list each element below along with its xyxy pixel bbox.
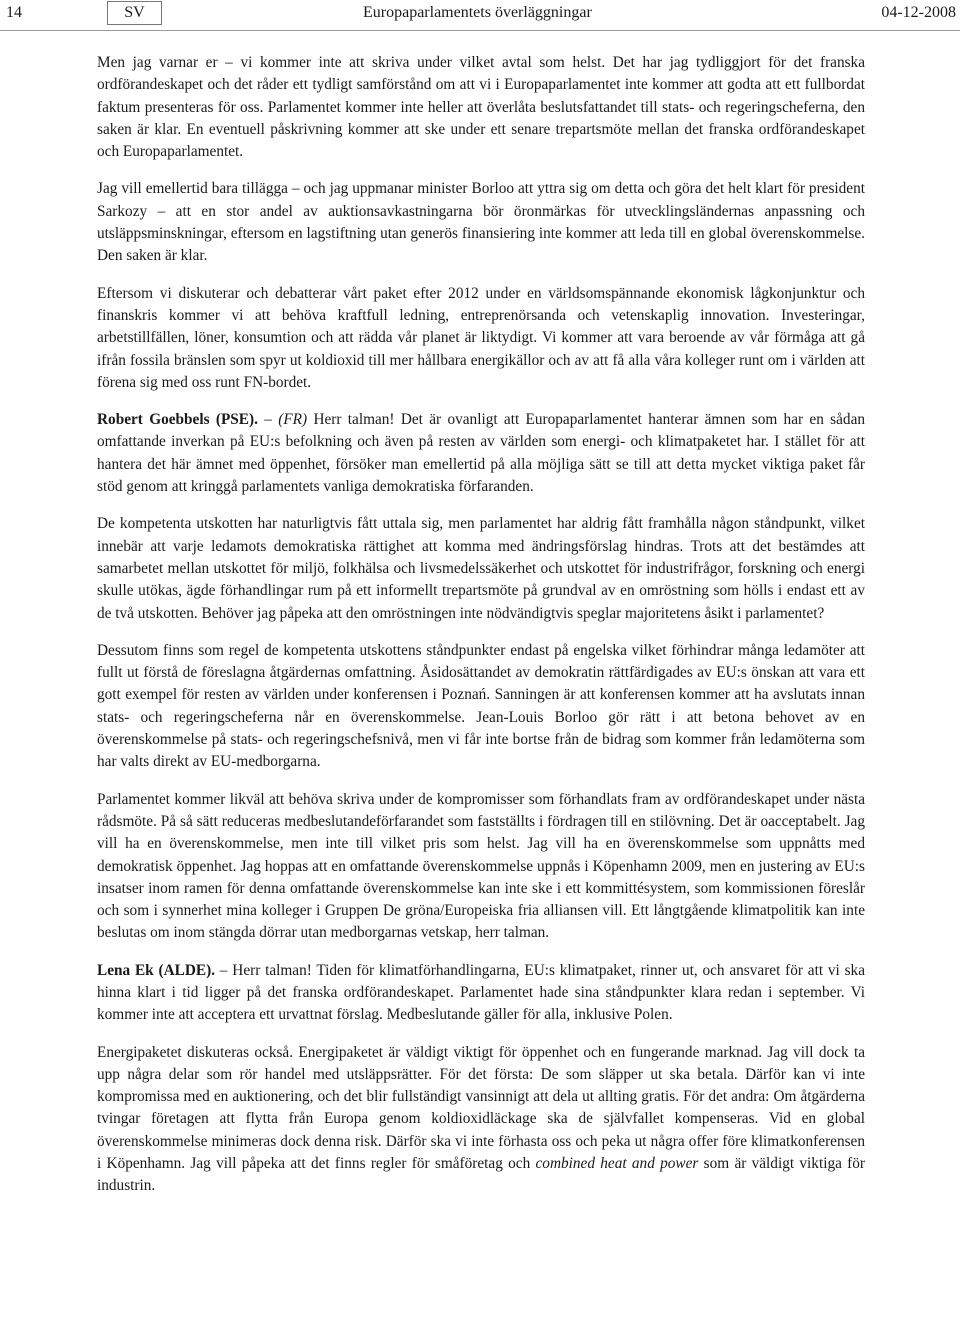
speaker-name: Lena Ek (ALDE).	[97, 961, 215, 979]
paragraph-text: som är väldigt viktiga för industrin.	[97, 1155, 866, 1195]
speech-text: Herr talman! Det är ovanligt att Europaparlamentet hanterar ämnen som har en sådan omfattande inverkan på EU:s befolkning och även på resten av världen som energi- och klimatpaketet har. I stället för att hantera det här ämnet med öppenhet, försöker man emellertid på alla möjliga sätt se till att detta mycket viktiga paket får stöd genom att kringgå parlamentets vanliga demokratiska förfaranden.	[97, 411, 866, 496]
speech-text: – Herr talman! Tiden för klimatförhandlingarna, EU:s klimatpaket, rinner ut, och ansvaret för att vi ska hinna klart i tid ligger på det franska ordförandeskapet. Parlamentet hade sina ståndpunkter klara redan i september. Vi kommer inte att acceptera ett urvattnat förslag. Medbeslutande gäller för alla, inklusive Polen.	[97, 961, 865, 1024]
paragraph: Eftersom vi diskuterar och debatterar vårt paket efter 2012 under en världsomspännande ekonomisk lågkonjunktur och finanskris kommer vi att behöva kraftfull ledning, entreprenörsanda och vetenskaplig innovation. Investeringar, arbetstillfällen, löner, konsumtion och att rädda vår planet är liktydigt. Vi kommer att vara beroende av vår förmåga att gå ifrån fossila bränslen som spyr ut koldioxid till mer hållbara energikällor och av att få alla våra kolleger runt om i världen att förena sig med oss runt FN-bordet.	[97, 284, 865, 391]
italic-term: combined heat and power	[535, 1155, 699, 1173]
document-date: 04-12-2008	[881, 4, 956, 21]
page-content	[97, 52, 865, 1213]
language-badge: SV	[107, 1, 162, 25]
document-title: Europaparlamentets överläggningar	[363, 4, 592, 21]
speaker-name: Robert Goebbels (PSE).	[97, 411, 258, 429]
language-marker: (FR)	[278, 411, 308, 429]
paragraph: Jag vill emellertid bara tillägga – och jag uppmanar minister Borloo att yttra sig om detta och göra det helt klart för president Sarkozy – att en stor andel av auktionsavkastningarna bör öronmärkas för utvecklingsländernas anpassning och utsläppsminskningar, eftersom en lagstiftning utan generös finansiering inte kommer att leda till en global överenskommelse. Den saken är klar.	[97, 180, 865, 265]
speech-goebbels: Robert Goebbels (PSE). – (FR) Herr talman! Det är ovanligt att Europaparlamentet hanterar ämnen som har en sådan omfattande inverkan på EU:s befolkning och även på resten av världen som energi- och klimatpaketet har. I stället för att hantera det här ämnet med öppenhet, försöker man emellertid på alla möjliga sätt se till att detta mycket viktiga paket får stöd genom att kringgå parlamentets vanliga demokratiska förfaranden.	[97, 411, 866, 496]
page-header	[0, 0, 960, 31]
paragraph: Dessutom finns som regel de kompetenta utskottens ståndpunkter endast på engelska vilket förhindrar många ledamöter att fullt ut förstå de föreslagna åtgärdernas omfattning. Åsidosättandet av demokratin rättfärdigades av EU:s önskan att vara ett gott exempel för resten av världen under konferensen i Poznań. Sanningen är att konferensen kommer att ha avslutats innan stats- och regeringscheferna når en överenskommelse. Jean-Louis Borloo gör rätt i att betona behovet av en överenskommelse på stats- och regeringschefsnivå, men vi får inte bortse från de bidrag som kommer från ledamöterna som har valts direkt av EU-medborgarna.	[97, 641, 865, 771]
page-number: 14	[6, 4, 22, 21]
paragraph: Parlamentet kommer likväl att behöva skriva under de kompromisser som förhandlats fram av ordförandeskapet under nästa rådsmöte. På så sätt reduceras medbeslutandeförfarandet som fastställts i fördragen till en stilövning. Det är oacceptabelt. Jag vill ha en överenskommelse, men inte till vilket pris som helst. Jag vill ha en överenskommelse som uppnåtts med demokratisk öppenhet. Jag hoppas att en omfattande överenskommelse uppnås i Köpenhamn 2009, men en justering av EU:s insatser inom ramen för denna omfattande överenskommelse kan inte ske i ett kommittésystem, som kommissionen föreslår och som i synnerhet mina kolleger i Gruppen De gröna/Europeiska fria alliansen vill. Ett långtgående klimatpolitik kan inte beslutas om inom stängda dörrar utan medborgarnas vetskap, herr talman.	[97, 790, 865, 942]
paragraph: Men jag varnar er – vi kommer inte att skriva under vilket avtal som helst. Det har jag tydliggjort för det franska ordförandeskapet och det råder ett tydligt samförstånd om att vi i Europaparlamentet inte kommer att godta att ett fullbordat faktum presenteras för oss. Parlamentet kommer inte heller att överlåta beslutsfattandet till stats- och regeringscheferna, den saken är klar. En eventuell påskrivning kommer att ske under ett senare trepartsmöte mellan det franska ordförandeskapet och Europaparlamentet.	[97, 54, 865, 161]
paragraph	[97, 1042, 865, 1198]
paragraph: De kompetenta utskotten har naturligtvis fått uttala sig, men parlamentet har aldrig fått framhålla någon ståndpunkt, vilket innebär att varje ledamots demokratiska rättighet att komma med ändringsförslag hindras. Trots att det bestämdes att samarbetet mellan utskottet för miljö, folkhälsa och livsmedelssäkerhet och utskottet för industrifrågor, forskning och energi skulle utökas, ägde förhandlingar rum på ett informellt trepartsmöte på grundval av en omröstning som hölls i endast ett av de två utskotten. Behöver jag påpeka att den omröstningen inte nödvändigtvis speglar majoritetens åsikt i parlamentet?	[97, 515, 865, 622]
speech-ek	[97, 960, 865, 1027]
paragraph-text: Energipaketet diskuteras också. Energipaketet är väldigt viktigt för öppenhet och en fungerande marknad. Jag vill dock ta upp några delar som rör handel med utsläppsrätter. För det första: De som släpper ut ska betala. Därför kan vi inte kompromissa med en auktionering, och det blir fullständigt vansinnigt att dela ut allting gratis. För det andra: Om åtgärderna tvingar företagen att flytta från Europa genom koldioxidläckage ska de självfallet kompenseras. Vid en global överenskommelse minimeras dock denna risk. Därför ska vi inte förhasta oss och peka ut några offer före klimatkonferensen i Köpenhamn. Jag vill påpeka att det finns regler för småföretag och	[97, 1043, 865, 1173]
